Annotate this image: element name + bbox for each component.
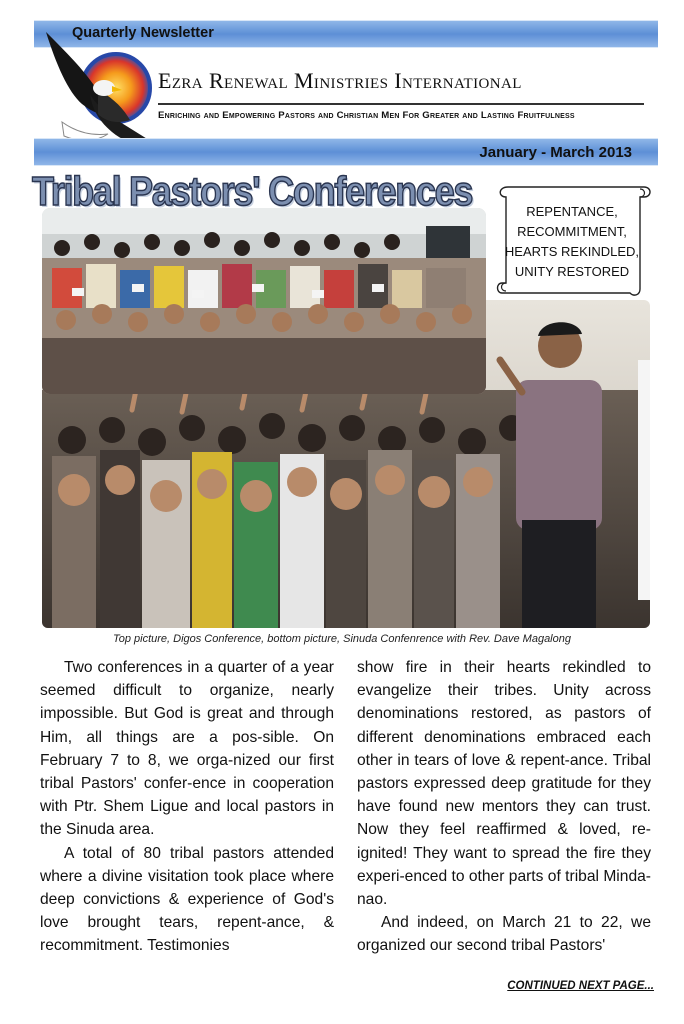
callout-line: HEARTS REKINDLED, (504, 244, 640, 259)
article-column-right (357, 656, 651, 958)
header-divider (158, 103, 644, 105)
article-paragraph: And indeed, on March 21 to 22, we organized our second tribal Pastors' (357, 914, 651, 955)
article-column-left (40, 656, 334, 958)
callout-line: REPENTANCE, (526, 204, 618, 219)
photo-caption: Top picture, Digos Conference, bottom picture, Sinuda Confenrence with Rev. Dave Magalong (113, 633, 571, 645)
org-name: Ezra Renewal Ministries International (158, 68, 522, 93)
callout-line: UNITY RESTORED (514, 264, 630, 279)
newsletter-label: Quarterly Newsletter (72, 25, 214, 41)
article-paragraph: Two conferences in a quarter of a year seemed difficult to organize, nearly impossible. But God is great and through Him, all things are a pos-sible. On February 7 to 8, we orga-nized our first tribal Pastors' confer-ence in cooperation with Ptr. Shem Ligue and local pastors in the Sinuda area. (40, 659, 334, 839)
article-paragraph: show fire in their hearts rekindled to evangelize their tribes. Unity across denominations restored, as pastors of different denominations embraced each other in tears of love & repent-ance. Tribal pastors expressed deep gratitude for they have found new mentors they can trust. Now they feel reaffirmed & loved, re-ignited! They want to spread the fire they experi-enced to other parts of tribal Minda-nao. (357, 659, 651, 909)
article-paragraph: A total of 80 tribal pastors attended where a divine visitation took place where deep convictions & experience of God's love brought tears, repent-ance, & recommitment. Testimonies (40, 844, 334, 955)
eagle-logo-icon (38, 24, 178, 156)
photo-digos-conference (42, 208, 486, 394)
callout-text (502, 202, 642, 282)
photo-digos-image (42, 208, 486, 394)
headline: Tribal Pastors' Conferences (32, 168, 473, 214)
continued-next-page-link[interactable]: CONTINUED NEXT PAGE... (507, 980, 654, 992)
callout-line: RECOMMITMENT, (517, 224, 627, 239)
issue-date-range: January - March 2013 (479, 144, 632, 161)
org-tagline: Enriching and Empowering Pastors and Christian Men For Greater and Lasting Fruitfulness (158, 110, 575, 121)
